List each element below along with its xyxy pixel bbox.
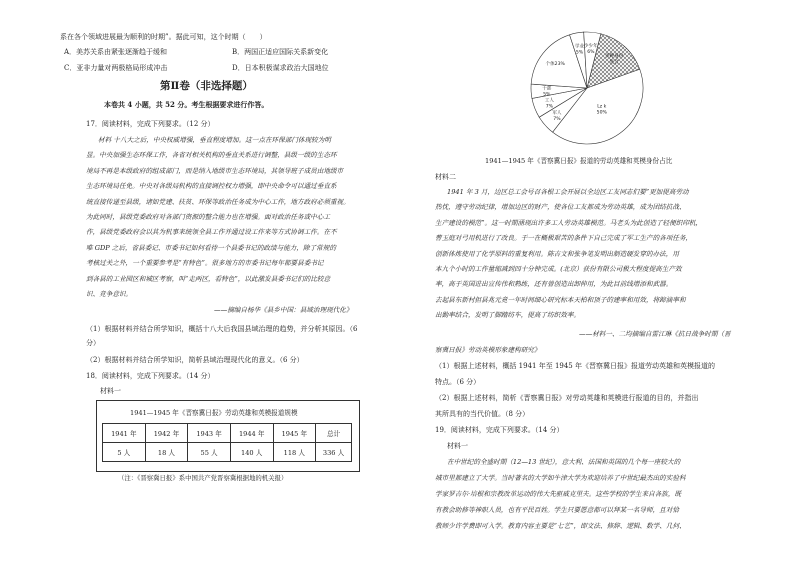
table-cell-count: 118 人 (273, 443, 316, 462)
text-line: 识、竞争意识。 (86, 290, 133, 298)
q18-table-count-row (103, 443, 352, 462)
pie-label-6: 5% (575, 50, 584, 56)
q16-stem-tail: 系在各个领域进展最为顺利的时期”。据此可知，这个时期（ ） (60, 33, 267, 41)
q18-material-2-label: 材料二 (435, 173, 456, 181)
text-line: 为此同时，县级党委政府对各部门资源的整合能力也在增强。面对政治任务或中心工 (86, 213, 330, 221)
pie-label-2: 7% (553, 116, 561, 122)
table-cell-count: 336 人 (316, 443, 352, 462)
q17-question-1-cont: 分） (86, 339, 100, 347)
q18-table-note: （注：《晋察冀日报》系中国共产党晋察冀根据地的机关报） (118, 474, 288, 482)
text-line: 唯 GDP 之后，省县委记、市委书记如何看待一个县委书记的政绩与能力，除了常规的 (86, 243, 336, 252)
text-line: 学家罗吉尔·培根和宗教改革运动的伟大先驱威克里夫。这些学校的学生来自各族，既 (435, 490, 682, 498)
pie-label-4: 干部 (542, 86, 552, 92)
text-line: 境局不再是本级政府的组成部门，而是纳入地级市生态环境局，其领导班子成员由地级市 (86, 166, 344, 175)
q18-question-1: （1）根据上述材料，概括 1941 年至 1945 年《晋察冀日报》报道劳动英雄和英模报道的 (435, 362, 715, 370)
table-cell-year: 1943 年 (188, 424, 231, 443)
part2-title: 第Ⅱ卷（非选择题） (160, 80, 253, 92)
table-cell-count: 5 人 (103, 443, 146, 462)
q18-table-year-row (103, 424, 352, 443)
q19-head: 19．阅读材料，完成下列要求。（14 分） (435, 426, 564, 434)
q18-table (102, 423, 352, 462)
q17-source: ——摘编自杨华《县乡中国：县域治理现代化》 (214, 306, 353, 314)
text-line: 本九个小时的工作量缩减到四十分钟完成。(北京）获份有限公司极大程度提高生产效 (435, 265, 682, 273)
q17-question-1: （1）根据材料并结合所学知识，概括十八大后我国县域治理的趋势，并分析其原因。（6 (86, 325, 358, 333)
q18-head: 18．阅读材料，完成下列要求。（14 分） (86, 372, 215, 380)
identity-pie-chart (527, 28, 647, 148)
text-line: 考核过关之外，一个重要参考是“有特色”。很多地方的市委书记每年都要县委书记 (86, 259, 324, 268)
q18-material-1-label: 材料一 (100, 387, 121, 395)
q16-option-b: B．两国正适应国际关系新变化 (232, 48, 329, 56)
part2-subtitle: 本卷共 4 小题，共 52 分。考生根据要求进行作答。 (104, 100, 269, 109)
text-line: 创新体炼使用了化学原料的重复利用。陈吉文和张争笔发明出制造硬发穿的办法，用 (435, 249, 679, 258)
q17-head: 17．阅读材料，完成下列要求。（12 分） (86, 120, 215, 128)
text-line: 教师少许学费即可入学。教育内容主要是“七艺”，即文法、修辞、逻辑、数学、几何、 (435, 522, 686, 530)
text-line: 材料 十八大之后，中央权威增强，垂直程度增加。这一点在环保部门体现较为明 (98, 136, 331, 144)
q18-source-line-1: ——材料一、二均摘编自雷江琳《抗日战争时期（晋 (579, 330, 731, 338)
table-cell-year: 1941 年 (103, 424, 146, 443)
q18-question-1-cont: 特点。（6 分） (435, 378, 481, 386)
table-cell-count: 140 人 (230, 443, 273, 462)
q18-question-2: （2）根据上述材料，简析《晋察冀日报》对劳动英雄和英模进行报道的目的，并指出 (435, 394, 699, 402)
q19-material-1-label: 材料一 (447, 442, 468, 450)
q17-question-2: （2）根据材料并结合所学知识，简析县域治理现代化的意义。（6 分） (86, 356, 304, 364)
text-line: 城市里都建立了大学。当时著名的大学如牛津大学为欢迎培养了中世纪最杰出的实验科 (435, 474, 686, 482)
table-cell-count: 55 人 (188, 443, 231, 462)
q16-option-c: C．亚非力量对两极格局形成冲击 (64, 64, 168, 72)
pie-label-5: 个体23% (545, 62, 565, 68)
text-line: 在中世纪的全盛时期（12—13 世纪），意大利、法国和英国的几个每一座较大的 (447, 458, 681, 466)
text-line: 热忱，遵守劳动纪律，增加边区的财产，使各位工友都成为劳动英雄，成为团结抗战、 (435, 203, 686, 212)
text-line: 去起县东新村担县兆元竟一年时间细心研究标本天柏和顶子的建率和用效，将蹄滴率和 (435, 295, 686, 304)
pie-label-6: 学业 (574, 44, 585, 50)
q18-table-title: 1941—1945 年《晋察冀日报》劳动英雄和英模报道规模 (130, 409, 298, 417)
pie-caption: 1941—1945 年《晋察冀日报》报道的劳动英雄和英模身份占比 (485, 157, 673, 165)
text-line: 出勤率结合，发明了脚踏纺车，提高了纺织效率。 (435, 311, 581, 320)
pie-label-1: 50% (596, 110, 607, 116)
text-line: 作，县级党委政府会以其为机事来统领全县工作并通过设工作来等方式协调工作。在不 (86, 228, 337, 237)
text-line: 率，高于英国进出宣传伟和熟练，还有曾创造出卸伸用，为此目前线增添和武器。 (435, 280, 673, 289)
pie-label-0: 复合 (609, 60, 619, 66)
table-cell-year: 1945 年 (273, 424, 316, 443)
pie-label-2: 军人 (552, 110, 562, 116)
table-cell-year: 总计 (316, 424, 352, 443)
table-cell-year: 1944 年 (230, 424, 273, 443)
text-line: 1941 年 3 月，边区总工会号召各根工会开展以全边区工友同志们要”更加提高劳动 (447, 188, 689, 196)
pie-label-3: 7% (545, 104, 554, 110)
q16-option-a: A．美苏关系由紧张逐渐趋于缓和 (64, 48, 168, 56)
text-line: 有教会助修等神职人员，也有平民百姓。学生只要愿意都可以拜某一名导师，且对恰 (435, 506, 679, 514)
q18-question-2-cont: 其所具有的当代价值。（8 分） (435, 410, 530, 418)
q18-source-line-2: 察冀日报》劳动英模形象建构研究》 (435, 346, 541, 354)
text-line: 显。中央加强生态环保工作，各省对相关机构的垂直关系进行调整，县级一级的生态环 (86, 151, 337, 160)
text-line: 统直接传递至县级，诸如党建、扶贫、环保等政治任务成为中心工作，地方政府必须重视。 (86, 197, 350, 206)
text-line: 到各县的工业园区和城区考察，叫“走两区，看特色”，以此激发县委书记们的比较意 (86, 274, 331, 283)
pie-label-7: 6% (587, 49, 595, 55)
table-cell-year: 1942 年 (145, 424, 188, 443)
pie-label-1: Lz k (597, 104, 607, 110)
pie-label-3: 工人 (544, 98, 554, 104)
pie-label-7: 少少年 (583, 43, 598, 49)
text-line: 生产建设的模范”。这一时期涌现出许多工人劳动英雄模范。马老头为此创造了轻便织印机， (435, 218, 703, 227)
text-line: 生态环境局任免。中央对各级局机构的直接调控权力增强，即中央命令可以通过垂直系 (86, 182, 337, 191)
pie-label-0: 多种身份 (604, 54, 624, 60)
q16-option-d: D．日本积极谋求政治大国地位 (232, 64, 329, 72)
table-cell-count: 18 人 (145, 443, 188, 462)
text-line: 曹玉庭对弓用机进行了改良。于一在概极艰苦的条件下自己完成了军工生产的各项任务， (435, 234, 693, 243)
pie-label-4: 5% (543, 92, 551, 98)
